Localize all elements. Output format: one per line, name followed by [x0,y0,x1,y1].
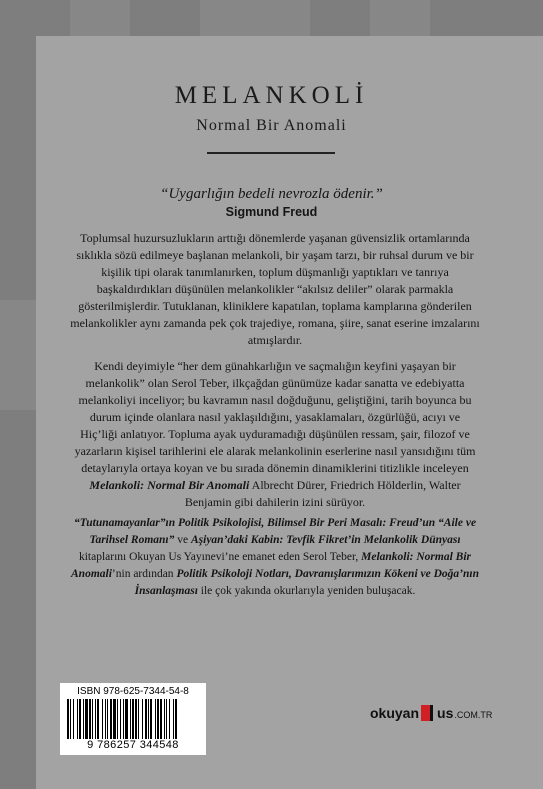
barcode-bar [173,699,174,739]
publisher-name: okuyan [370,705,420,721]
barcode-bar [175,699,177,739]
barcode-bar [83,699,84,739]
background-shape [0,300,36,410]
epigraph-quote: “Uygarlığın bedeli nevrozla ödenir.” [160,186,383,202]
barcode-bar [145,699,147,739]
barcode-bar [125,699,128,739]
barcode-bar [169,699,170,739]
publisher-book-icon [420,703,436,723]
book-title-4: Politik Psikoloji Notları, Davranışlarımızın Kökeni ve Doğa’nın İnsanlaşması [134,568,479,597]
isbn-label: ISBN 978-625-7344-54-8 [77,686,189,697]
epigraph-author: Sigmund Freud [225,205,318,219]
barcode-box [60,683,206,755]
barcode-bar [85,699,88,739]
book-title-2: Aşiyan’daki Kabin: Tevfik Fikret’in Melankolik Dünyası [190,534,461,546]
barcode-bar [142,699,143,739]
book-title-3: Melankoli: Normal Bir Anomali [71,551,472,580]
barcode-bar [132,699,134,739]
paragraph-3-conj: ve [174,534,191,546]
barcode-bar [117,699,118,739]
barcode-bar [160,699,162,739]
publisher-domain: .COM.TR [454,709,493,720]
barcode-bar [150,699,152,739]
barcode-image [65,699,201,739]
paragraph-2-text-end: Albrecht Dürer, Friedrich Hölderlin, Walter Benjamin gibi dahilerin izini sürüyor. [184,478,461,509]
barcode-bar [135,699,137,739]
barcode-bar [73,699,74,739]
barcode-bar [166,699,167,739]
barcode-bar [107,699,108,739]
barcode-bar [67,699,69,739]
barcode-bar [123,699,124,739]
book-title-1: “Tutunamayanlar”ın Politik Psikolojisi, Bilimsel Bir Peri Masalı: Freud’un “Aile ve Tarihsel Romanı” [73,517,477,546]
paragraph-2-text: Kendi deyimiyle “her dem günahkarlığın ve saçmalığın keyfini yaşayan bir melankolik” olan Serol Teber, ilkçağdan günümüze kadar sanatta ve edebiyatta melankoliyi inceliyor; bu kavramın nasıl doğduğunu, geliştiğini, tarih boyunca bu durum içinde olanlara nasıl yaklaşıldığını, yasaklamaları, özgürlüğü, acıyı ve Hiç’liği anlatıyor. Topluma ayak uyduramadığı düşünülen ressam, şair, filozof ve yazarların kişisel tarihlerini ele alarak melankolinin eserlerine nasıl yansıdığını tüm detaylarıyla ortaya koyan ve bu sırada dönemin dinamiklerini titizlikle inceleyen [74,359,476,475]
barcode-bar [97,699,99,739]
barcode-bar [110,699,112,739]
barcode-bar [102,699,103,739]
publisher-name-us: us [437,705,454,721]
barcode-bar [148,699,149,739]
barcode-bar [138,699,139,739]
barcode-bar [130,699,131,739]
barcode-bar [164,699,165,739]
book-subtitle: Normal Bir Anomali [196,117,347,134]
barcode-bar [157,699,159,739]
publisher-logo [370,701,492,725]
barcode-bar [79,699,81,739]
barcode-bar [113,699,116,739]
paragraph-3-end: ile çok yakında okurlarıyla yeniden buluşacak. [197,585,416,597]
barcode-bar [92,699,93,739]
background-shape [70,0,130,36]
barcode-bar [70,699,71,739]
background-shape [370,0,430,36]
blurb-paragraph-1: Toplumsal huzursuzlukların arttığı dönemlerde yaşanan güvensizlik ortamlarında sıklıkla sözü edilmeye başlanan melankoli, bir yaşam tarzı, bir ruhsal durum ve bir kişilik tipi olarak tanımlanırken, toplum düşmanlığı yaptıkları ve tanrıya başkaldırdıkları düşünülen melankolikler “akılsız deliler” olarak parmakla gösterilmişlerdir. Tutuklanan, kliniklere kapatılan, toplama kamplarına gönderilen melankolikler aynı zamanda pek çok trajediye, romana, şiire, sanat eserine imzalarını atmışlardır. [70,231,480,347]
book-title: MELANKOLİ [174,82,369,109]
barcode-bar [120,699,121,739]
title-divider [207,152,335,154]
paragraph-3-after: ’nin ardından [111,568,177,580]
barcode-bar [95,699,96,739]
background-shape [200,0,310,36]
barcode-bar [155,699,156,739]
blurb-paragraph-2 [70,358,480,511]
barcode-bar [105,699,106,739]
barcode-number: 9 786257 344548 [87,739,179,751]
barcode-bar [89,699,91,739]
paragraph-3-middle: kitaplarını Okuyan Us Yayınevi’ne emanet eden Serol Teber, [78,551,362,563]
blurb-paragraph-3 [70,515,480,600]
barcode-bar [77,699,78,739]
paragraph-2-book-title: Melankoli: Normal Bir Anomali [89,478,250,492]
